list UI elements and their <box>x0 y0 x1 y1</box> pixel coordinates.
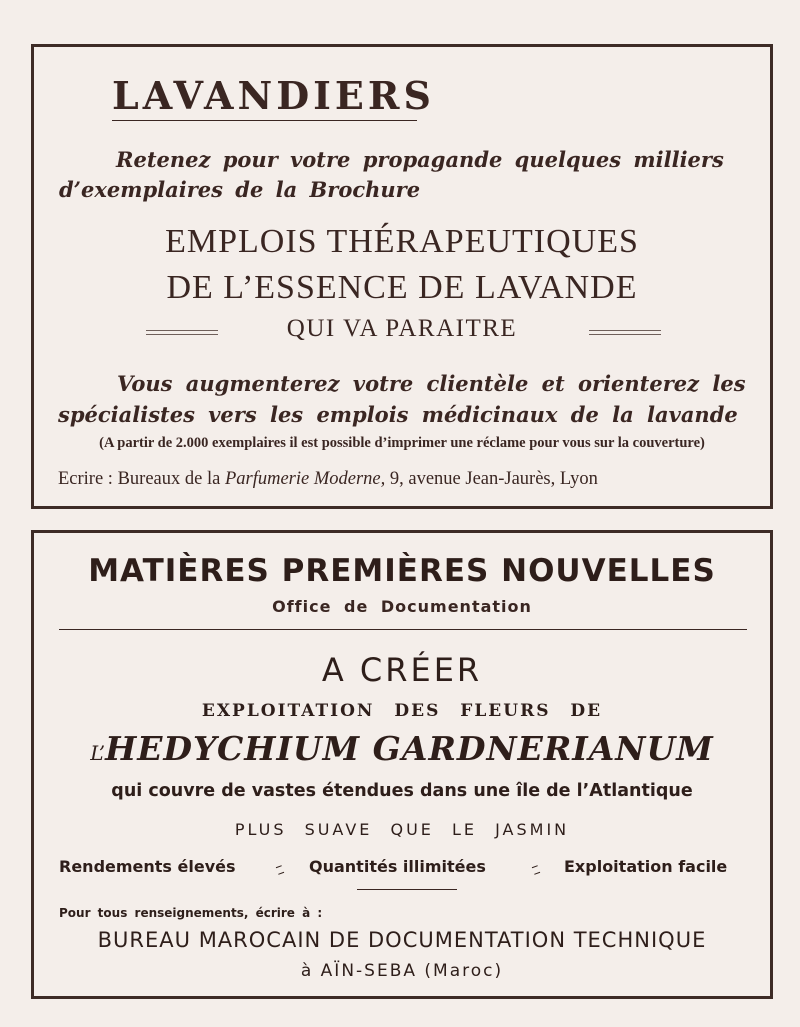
contact-prefix: Ecrire : Bureaux de la <box>58 469 225 489</box>
contact-company: Parfumerie Moderne, <box>224 469 386 489</box>
info-label: Pour tous renseignements, écrire à : <box>59 906 323 920</box>
ad2-tagline: PLUS SUAVE QUE LE JASMIN <box>234 820 570 839</box>
plant-name-line <box>34 729 770 768</box>
ad2-headline: A CRÉER <box>321 651 483 689</box>
ad1-intro-line-2: d’exemplaires de la Brochure <box>59 177 421 202</box>
ad1-body-line-1: Vous augmenterez votre clientèle et orienterez les <box>117 371 746 396</box>
feature-quantity: Quantités illimitées <box>309 857 486 876</box>
ad1-contact <box>58 469 598 490</box>
brochure-title-line-2: DE L’ESSENCE DE LAVANDE <box>166 269 638 306</box>
plant-prefix: L’ <box>90 741 106 765</box>
matieres-premieres-advertisement <box>31 530 773 999</box>
brochure-title-line-1: EMPLOIS THÉRAPEUTIQUES <box>165 223 639 260</box>
plant-name: HEDYCHIUM GARDNERIANUM <box>105 729 714 768</box>
feature-separator <box>532 865 540 875</box>
feature-exploitation: Exploitation facile <box>564 857 728 876</box>
feature-yield: Rendements élevés <box>59 857 236 876</box>
title-underline <box>112 120 417 121</box>
double-rule-right <box>589 330 661 335</box>
ad2-title: MATIÈRES PREMIÈRES NOUVELLES <box>88 553 716 589</box>
ad1-intro-line-1: Retenez pour votre propagande quelques milliers <box>116 147 724 172</box>
ad2-divider <box>59 629 747 630</box>
ad1-title: LAVANDIERS <box>112 73 435 118</box>
feature-separator <box>276 865 284 875</box>
bureau-name: BUREAU MAROCAIN DE DOCUMENTATION TECHNIQUE <box>97 928 707 952</box>
contact-address: 9, avenue Jean-Jaurès, Lyon <box>385 469 598 489</box>
ad2-exploitation: EXPLOITATION DES FLEURS DE <box>201 701 603 721</box>
bureau-location: à AÏN-SEBA (Maroc) <box>300 961 504 981</box>
ad2-subtitle: Office de Documentation <box>272 597 532 616</box>
ad1-subheading: QUI VA PARAITRE <box>286 315 518 342</box>
lavandiers-advertisement <box>31 44 773 509</box>
ad1-body-line-2: spécialistes vers les emplois médicinaux de la lavande <box>58 402 738 427</box>
ad1-note: (A partir de 2.000 exemplaires il est possible d’imprimer une réclame pour vous sur la couverture) <box>99 435 705 451</box>
ad2-coverage: qui couvre de vastes étendues dans une île de l’Atlantique <box>111 781 693 801</box>
short-divider <box>357 889 457 890</box>
